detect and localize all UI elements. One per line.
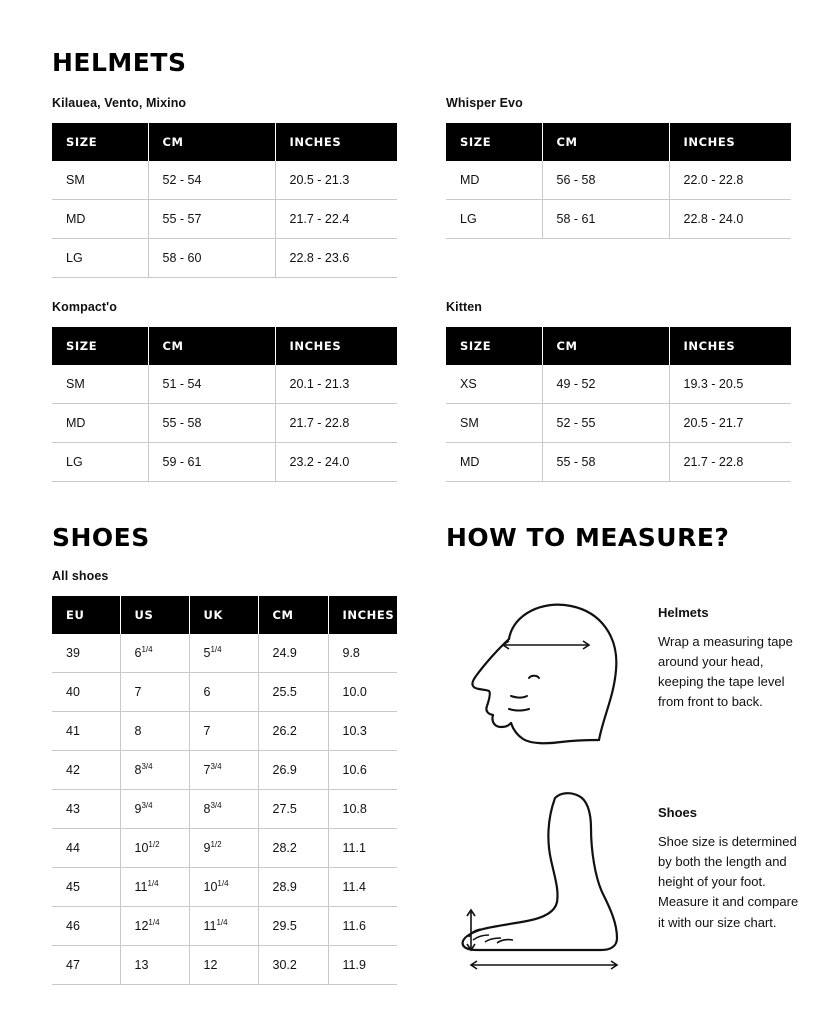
- table-row: [446, 404, 791, 443]
- cell-uk-value: 6: [203, 685, 211, 699]
- group-title-all-shoes: All shoes: [52, 569, 109, 583]
- cell-us-value: 8: [134, 763, 142, 777]
- cell-us-fraction: 1/2: [148, 839, 160, 849]
- table-row: [52, 634, 397, 673]
- table-header-row: [52, 596, 397, 634]
- cell-cm: 52 - 55: [542, 404, 669, 443]
- col-header-size: SIZE: [446, 123, 542, 161]
- cell-inches: 9.8: [328, 634, 397, 673]
- col-header-uk: UK: [189, 596, 258, 634]
- cell-cm: 29.5: [258, 907, 328, 946]
- cell-uk-value: 7: [203, 763, 211, 777]
- cell-uk-fraction: 1/4: [210, 644, 222, 654]
- cell-cm: 56 - 58: [542, 161, 669, 200]
- cell-eu: 44: [52, 829, 120, 868]
- cell-uk: [189, 673, 258, 712]
- col-header-inches: INCHES: [669, 123, 791, 161]
- cell-uk-fraction: 1/2: [210, 839, 222, 849]
- cell-cm: 25.5: [258, 673, 328, 712]
- cell-inches: 10.0: [328, 673, 397, 712]
- cell-inches: 11.1: [328, 829, 397, 868]
- helmet-group-kilauea: [52, 96, 397, 278]
- cell-inches: 22.8 - 24.0: [669, 200, 791, 239]
- table-row: [52, 790, 397, 829]
- cell-us-value: 8: [134, 724, 142, 738]
- page-title-how-to-measure: HOW TO MEASURE?: [446, 523, 730, 552]
- helmet-group-whisper: [446, 96, 791, 239]
- cell-size: MD: [52, 404, 148, 443]
- helmet-group-kitten: [446, 300, 791, 482]
- cell-uk-value: 11: [203, 919, 217, 933]
- table-row: [52, 868, 397, 907]
- cell-us-value: 12: [134, 919, 149, 933]
- cell-uk-fraction: 3/4: [210, 761, 222, 771]
- table-helmet-kitten: [446, 327, 791, 482]
- cell-eu: 46: [52, 907, 120, 946]
- measure-arrow-horizontal: [471, 961, 617, 969]
- table-row: [52, 907, 397, 946]
- cell-size: SM: [446, 404, 542, 443]
- measure-text-helmets: Wrap a measuring tape around your head, keeping the tape level from front to back.: [658, 634, 793, 710]
- cell-inches: 23.2 - 24.0: [275, 443, 397, 482]
- shoe-group-all: [52, 569, 397, 985]
- cell-size: SM: [52, 365, 148, 404]
- cell-us: [120, 868, 189, 907]
- cell-us: [120, 712, 189, 751]
- cell-uk-value: 8: [203, 802, 211, 816]
- table-header-row: [52, 327, 397, 365]
- table-row: [52, 200, 397, 239]
- cell-us: [120, 673, 189, 712]
- cell-size: MD: [446, 161, 542, 200]
- cell-eu: 45: [52, 868, 120, 907]
- cell-uk-fraction: 1/4: [216, 917, 228, 927]
- measure-heading-shoes: Shoes: [658, 805, 698, 820]
- table-helmet-whisper: [446, 123, 791, 239]
- table-row: [446, 200, 791, 239]
- table-row: [52, 712, 397, 751]
- col-header-us: US: [120, 596, 189, 634]
- page-title-helmets: HELMETS: [52, 48, 187, 77]
- cell-us-fraction: 3/4: [141, 761, 153, 771]
- measure-text-shoes: Shoe size is determined by both the length and height of your foot. Measure it and compare it with our size chart.: [658, 834, 799, 930]
- cell-uk: [189, 712, 258, 751]
- cell-uk: [189, 829, 258, 868]
- cell-inches: 20.5 - 21.7: [669, 404, 791, 443]
- col-header-size: SIZE: [52, 123, 148, 161]
- cell-eu: 39: [52, 634, 120, 673]
- cell-eu: 43: [52, 790, 120, 829]
- col-header-size: SIZE: [446, 327, 542, 365]
- cell-inches: 21.7 - 22.8: [669, 443, 791, 482]
- table-shoes: [52, 596, 397, 985]
- cell-us-value: 10: [134, 841, 149, 855]
- cell-cm: 24.9: [258, 634, 328, 673]
- group-title-kompacto: Kompact'o: [52, 300, 117, 314]
- col-header-inches: INCHES: [275, 327, 397, 365]
- shoe-measure-illustration: [451, 790, 646, 980]
- col-header-inches: INCHES: [328, 596, 397, 634]
- cell-eu: 42: [52, 751, 120, 790]
- table-helmet-kilauea: [52, 123, 397, 278]
- group-title-kitten: Kitten: [446, 300, 483, 314]
- cell-size: LG: [52, 239, 148, 278]
- cell-cm: 58 - 60: [148, 239, 275, 278]
- cell-cm: 28.9: [258, 868, 328, 907]
- col-header-cm: CM: [542, 327, 669, 365]
- cell-uk: [189, 907, 258, 946]
- table-header-row: [446, 327, 791, 365]
- cell-inches: 22.0 - 22.8: [669, 161, 791, 200]
- cell-cm: 51 - 54: [148, 365, 275, 404]
- cell-uk-value: 10: [203, 880, 218, 894]
- cell-uk-fraction: 1/4: [217, 878, 229, 888]
- table-row: [52, 443, 397, 482]
- cell-cm: 26.9: [258, 751, 328, 790]
- measure-heading-helmets: Helmets: [658, 605, 709, 620]
- table-row: [52, 365, 397, 404]
- page-title-shoes: SHOES: [52, 523, 150, 552]
- cell-cm: 49 - 52: [542, 365, 669, 404]
- cell-size: LG: [52, 443, 148, 482]
- cell-inches: 21.7 - 22.4: [275, 200, 397, 239]
- cell-inches: 10.8: [328, 790, 397, 829]
- cell-inches: 10.3: [328, 712, 397, 751]
- col-header-size: SIZE: [52, 327, 148, 365]
- table-header-row: [446, 123, 791, 161]
- cell-inches: 21.7 - 22.8: [275, 404, 397, 443]
- cell-cm: 30.2: [258, 946, 328, 985]
- cell-us-fraction: 1/4: [147, 878, 159, 888]
- cell-size: MD: [52, 200, 148, 239]
- cell-uk: [189, 946, 258, 985]
- cell-us-fraction: 3/4: [141, 800, 153, 810]
- cell-eu: 40: [52, 673, 120, 712]
- col-header-inches: INCHES: [669, 327, 791, 365]
- cell-us-fraction: 1/4: [141, 644, 153, 654]
- table-row: [446, 443, 791, 482]
- cell-inches: 11.6: [328, 907, 397, 946]
- table-row: [446, 161, 791, 200]
- cell-uk: [189, 634, 258, 673]
- cell-inches: 10.6: [328, 751, 397, 790]
- cell-eu: 41: [52, 712, 120, 751]
- cell-cm: 55 - 58: [542, 443, 669, 482]
- table-row: [446, 365, 791, 404]
- helmet-measure-illustration: [451, 592, 646, 757]
- cell-us: [120, 634, 189, 673]
- col-header-inches: INCHES: [275, 123, 397, 161]
- cell-us: [120, 907, 189, 946]
- cell-us-fraction: 1/4: [148, 917, 160, 927]
- cell-inches: 11.4: [328, 868, 397, 907]
- cell-cm: 55 - 57: [148, 200, 275, 239]
- cell-cm: 55 - 58: [148, 404, 275, 443]
- cell-inches: 20.1 - 21.3: [275, 365, 397, 404]
- head-profile-icon: [451, 592, 646, 757]
- cell-uk-fraction: 3/4: [210, 800, 222, 810]
- cell-inches: 20.5 - 21.3: [275, 161, 397, 200]
- cell-uk-value: 5: [203, 646, 211, 660]
- cell-cm: 28.2: [258, 829, 328, 868]
- table-row: [52, 161, 397, 200]
- cell-cm: 59 - 61: [148, 443, 275, 482]
- cell-uk: [189, 790, 258, 829]
- table-row: [52, 673, 397, 712]
- cell-inches: 22.8 - 23.6: [275, 239, 397, 278]
- measure-arrow-vertical: [467, 910, 475, 950]
- cell-uk: [189, 751, 258, 790]
- col-header-cm: CM: [542, 123, 669, 161]
- col-header-eu: EU: [52, 596, 120, 634]
- group-title-whisper-evo: Whisper Evo: [446, 96, 523, 110]
- cell-eu: 47: [52, 946, 120, 985]
- measure-arrow: [503, 641, 589, 649]
- col-header-cm: CM: [148, 327, 275, 365]
- cell-cm: 58 - 61: [542, 200, 669, 239]
- col-header-cm: CM: [258, 596, 328, 634]
- table-header-row: [52, 123, 397, 161]
- table-row: [52, 946, 397, 985]
- table-row: [52, 239, 397, 278]
- cell-us-value: 13: [134, 958, 149, 972]
- cell-uk-value: 9: [203, 841, 211, 855]
- cell-us: [120, 946, 189, 985]
- cell-size: XS: [446, 365, 542, 404]
- cell-us-value: 7: [134, 685, 142, 699]
- cell-uk-value: 7: [203, 724, 211, 738]
- cell-uk: [189, 868, 258, 907]
- table-helmet-kompacto: [52, 327, 397, 482]
- shoe-measure-text-block: [658, 805, 803, 933]
- cell-us: [120, 790, 189, 829]
- cell-inches: 19.3 - 20.5: [669, 365, 791, 404]
- cell-cm: 52 - 54: [148, 161, 275, 200]
- cell-cm: 26.2: [258, 712, 328, 751]
- helmet-group-kompacto: [52, 300, 397, 482]
- cell-us: [120, 829, 189, 868]
- cell-size: LG: [446, 200, 542, 239]
- table-row: [52, 404, 397, 443]
- foot-profile-icon: [451, 790, 646, 980]
- cell-us: [120, 751, 189, 790]
- cell-us-value: 11: [134, 880, 148, 894]
- col-header-cm: CM: [148, 123, 275, 161]
- cell-inches: 11.9: [328, 946, 397, 985]
- table-row: [52, 829, 397, 868]
- cell-uk-value: 12: [203, 958, 218, 972]
- cell-cm: 27.5: [258, 790, 328, 829]
- table-row: [52, 751, 397, 790]
- cell-size: SM: [52, 161, 148, 200]
- group-title-kilauea: Kilauea, Vento, Mixino: [52, 96, 187, 110]
- cell-us-value: 6: [134, 646, 142, 660]
- helmet-measure-text-block: [658, 605, 798, 713]
- cell-size: MD: [446, 443, 542, 482]
- cell-us-value: 9: [134, 802, 142, 816]
